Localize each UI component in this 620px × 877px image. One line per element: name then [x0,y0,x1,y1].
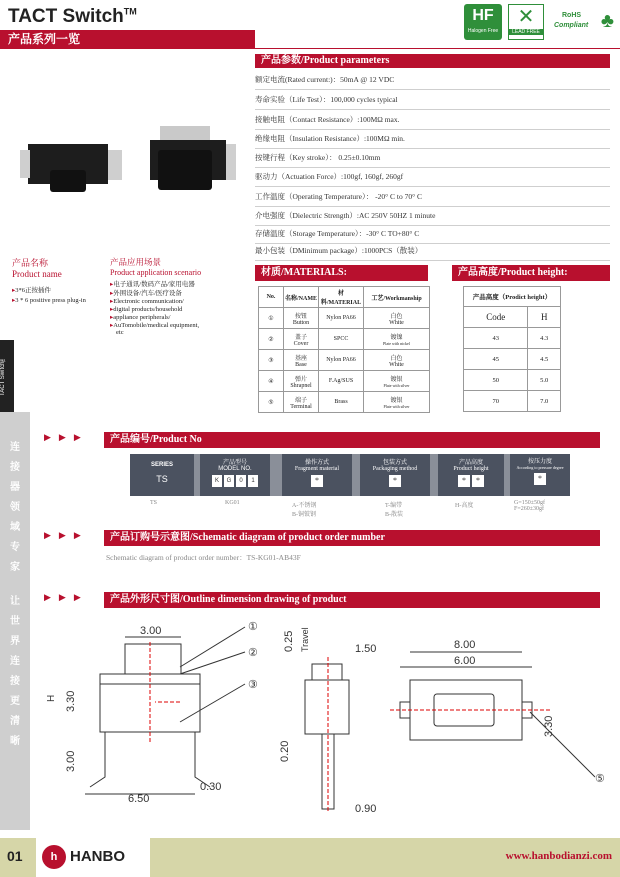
table-row: ④ 弹片 Shrapnel F.Ag/SUS 镀银 Plate with silver [259,371,430,392]
side-view [305,657,349,812]
product-no-title-bar: 产品编号/Product No [104,432,600,448]
table-header-row: No. 名称/NAME 材料/MATERIAL 工艺/Workmanship [259,287,430,308]
param-row: 存储温度（Storage Temperature）：-30° C TO+80° C [255,224,610,244]
table-header-row: Code H [464,307,561,328]
dim-label: 1.50 [355,643,377,655]
section-arrows: ▶▶▶ [44,432,89,442]
section-arrows: ▶▶▶ [44,530,89,540]
lead-free-icon: ✕ [517,6,535,28]
callout [180,621,258,667]
outline-title-bar: 产品外形尺寸图/Outline dimension drawing of product [104,592,600,608]
application-block: 产品应用场景 Product application scenario ▸电子通讯/数码产品/家用电器 ▸外围设备/汽车/医疗设备 ▸Electronic communication/ ▸digital products/household ▸appliance peripherals/ ▸AuTomobile/medical equipment, etc [110,256,250,336]
dim-label: Travel [300,627,310,652]
side-tab: TACT Switch™ [0,340,14,412]
side-text-column: 连 接 器 领 域 专 家 让 世 界 连 接 更 清 晰 [0,412,30,830]
list-item: ▸Electronic communication/ [110,298,184,305]
order-box-packaging: 包装方式 Packaging method * [360,454,430,496]
dim-label: 0.25 [283,630,295,652]
product-photo [10,120,240,210]
table-row: ③ 基座 Base Nylon PA66 白色 White [259,350,430,371]
header-rule [0,48,620,49]
dim-label: 0.30 [200,781,222,793]
order-box-material: 操作方式 Fragment material * [282,454,352,496]
page-title: TACT Switch™ [8,6,137,27]
list-item: ▸3*6正按插件 [12,287,52,294]
order-title-bar: 产品订购号示意图/Schematic diagram of product order number [104,530,600,546]
lead-free-badge: ✕ LEAD FREE [508,4,544,40]
rohs-badge: RoHS Compliant ♣ [554,10,614,32]
order-box-model: 产品型号 MODEL NO. K G 0 1 [200,454,270,496]
param-row: 接触电阻（Contact Resistance）:100MΩ max. [255,110,610,130]
dim-label: 6.50 [128,793,150,805]
height-table: 产品高度（Prodict height） Code H 43 4.3 45 4.5 50 5.0 70 7.0 [463,286,561,412]
order-box-series: SERIES TS [130,454,194,496]
top-view [390,652,595,777]
header-bar [0,30,255,48]
list-item: etc [116,329,124,336]
materials-title-bar: 材质/MATERIALS: [255,265,428,281]
svg-text:⑤: ⑤ [595,773,605,785]
param-row: 驱动力（Actuation Force）:100gf, 160gf, 260gf [255,167,610,187]
switch-side-image [150,126,236,190]
svg-text:②: ② [248,647,258,659]
halogen-free-icon: HF [472,7,494,24]
section-arrows: ▶▶▶ [44,592,89,602]
order-legend: T-编带 B-散装 [385,503,404,518]
height-title-bar: 产品高度/Product height: [452,265,610,281]
table-row: ① 按钮 Button Nylon PA66 白色 White [259,308,430,329]
callout [180,647,258,674]
switch-front-image [20,144,122,192]
product-name-block: 产品名称 Product name ▸3*6正按插件 ▸3 * 6 positive press plug-in [12,256,102,304]
halogen-free-badge: HF Halogen Free [464,4,502,40]
order-box-force: 按压力度 According to pressure degree * [510,454,570,496]
dim-label: H [46,694,57,702]
param-row: 工作温度（Operating Temperature）： -20° C to 70° C [255,187,610,207]
order-legend: H-高度 [455,503,474,509]
brand-name: HANBO [70,848,125,865]
dim-label: 8.00 [454,639,476,651]
list-item: ▸digital products/household [110,306,183,313]
dim-label: 3.00 [140,625,162,637]
order-legend: G=150±50gf F=260±30gf [514,500,546,512]
dim-label: 3.00 [65,750,77,772]
param-row: 按键行程（Key stroke）： 0.25±0.10mm [255,148,610,168]
callout [595,773,605,785]
footer-bar [0,838,620,877]
page-number: 01 [7,848,23,864]
list-item: ▸appliance peripherals/ [110,314,171,321]
footer-page-box [0,838,36,877]
list-item: ▸电子通讯/数码产品/家用电器 [110,281,195,288]
order-box-height: 产品高度 Product height * * [438,454,504,496]
dim-label: 6.00 [454,655,476,667]
materials-table [258,286,430,413]
param-row: 额定电流(Rated current:)：50mA @ 12 VDC [255,70,610,90]
callout [180,679,258,722]
list-item: ▸3 * 6 positive press plug-in [12,297,86,304]
footer-url-box [150,838,620,877]
website-link[interactable]: www.hanbodianzi.com [505,850,612,862]
order-legend: A-不锈钢 B-铜铍钢 [292,503,317,518]
param-row: 介电强度（Dielectric Strength）:AC 250V 50HZ 1 minute [255,206,610,226]
param-row: 绝缘电阻（Insulation Resistance）:100MΩ min. [255,129,610,149]
param-row: 最小包装（DMinimum package）:1000PCS（散装） [255,241,610,261]
dim-label: 3.30 [543,715,555,737]
clover-icon: ♣ [600,10,614,32]
param-row: 寿命实验（Life Test）：100,000 cycles typical [255,90,610,110]
dim-label: 3.30 [65,690,77,712]
table-row: 50 5.0 [464,370,561,391]
table-row: 43 4.3 [464,328,561,349]
order-legend: TS [150,500,158,506]
order-example: Schematic diagram of product order number：TS-KG01-AB43F [106,553,301,562]
list-item: ▸外围设备/汽车/医疗设备 [110,290,182,297]
params-title-bar: 产品参数/Product parameters [255,54,610,68]
dim-label: 0.20 [279,740,291,762]
svg-text:③: ③ [248,679,258,691]
svg-text:①: ① [248,621,258,633]
table-row: 45 4.5 [464,349,561,370]
table-row: ⑤ 端子 Terminal Brass 镀银 Plate with silver [259,392,430,413]
table-row: 70 7.0 [464,391,561,412]
dim-label: 0.90 [355,803,377,815]
page-subtitle: 产品系列一览 [8,32,81,46]
outline-drawing [30,612,620,822]
hanbo-logo-icon: h [42,845,66,869]
table-row: ② 盖子 Cover SPCC 镀镍 Plate with nickel [259,329,430,350]
order-legend: KG01 [225,500,240,506]
list-item: ▸AuTomobile/medical equipment, [110,322,200,329]
